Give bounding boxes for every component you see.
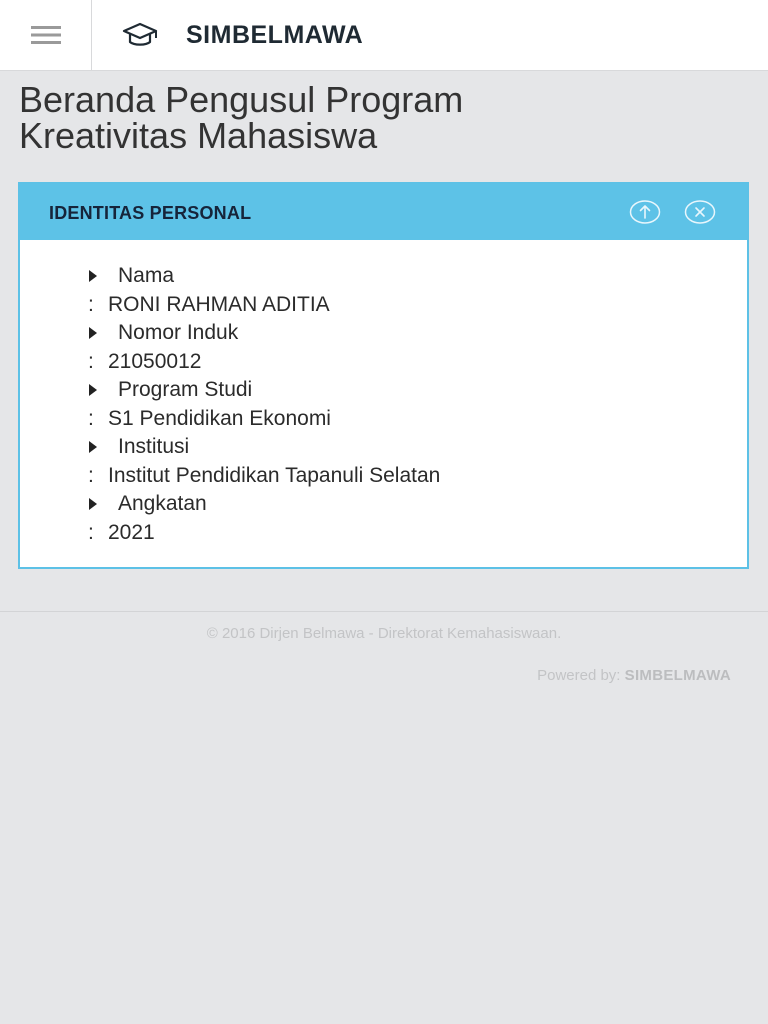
close-button[interactable] <box>684 199 716 225</box>
info-value: Institut Pendidikan Tapanuli Selatan <box>108 463 441 487</box>
page-title-line-1: Beranda Pengusul Program <box>19 79 464 120</box>
info-label: Nama <box>118 264 175 288</box>
hamburger-icon <box>31 25 61 45</box>
info-value-row <box>86 405 726 434</box>
caret-right-icon <box>88 441 98 453</box>
info-label: Program Studi <box>118 378 253 402</box>
footer-powered-by <box>537 667 731 684</box>
info-label: Angkatan <box>118 492 207 516</box>
graduation-cap-icon <box>122 21 158 49</box>
info-item-institusi <box>86 433 726 490</box>
panel-title: IDENTITAS PERSONAL <box>49 203 252 223</box>
caret-right-icon <box>88 498 98 510</box>
powered-by-prefix: Powered by: <box>537 667 621 684</box>
colon-separator: : <box>88 349 94 373</box>
info-item-program-studi <box>86 376 726 433</box>
info-value-row <box>86 291 726 320</box>
brand-name: SIMBELMAWA <box>186 20 364 49</box>
info-label-row <box>86 433 726 462</box>
footer-copyright: © 2016 Dirjen Belmawa - Direktorat Kemahasiswaan. <box>206 625 562 642</box>
info-value-row <box>86 462 726 491</box>
info-value: RONI RAHMAN ADITIA <box>108 292 330 316</box>
page-title <box>19 79 739 156</box>
page-title-line-2: Kreativitas Mahasiswa <box>19 115 378 156</box>
collapse-button[interactable] <box>629 199 661 225</box>
info-label-row <box>86 376 726 405</box>
info-item-nomor-induk <box>86 319 726 376</box>
brand[interactable] <box>122 0 363 70</box>
info-value: 2021 <box>108 520 155 544</box>
caret-right-icon <box>88 384 98 396</box>
info-item-angkatan <box>86 490 726 547</box>
powered-by-link[interactable]: SIMBELMAWA <box>624 667 731 684</box>
arrow-up-circle-icon <box>629 199 661 225</box>
top-navbar <box>0 0 768 71</box>
info-label-row <box>86 490 726 519</box>
footer-divider <box>0 611 768 612</box>
menu-toggle-button[interactable] <box>0 0 92 70</box>
colon-separator: : <box>88 520 94 544</box>
colon-separator: : <box>88 463 94 487</box>
colon-separator: : <box>88 292 94 316</box>
caret-right-icon <box>88 327 98 339</box>
info-label: Nomor Induk <box>118 321 239 345</box>
info-label: Institusi <box>118 435 190 459</box>
identity-list <box>86 262 726 547</box>
info-label-row <box>86 262 726 291</box>
caret-right-icon <box>88 270 98 282</box>
colon-separator: : <box>88 406 94 430</box>
info-value: 21050012 <box>108 349 202 373</box>
info-value-row <box>86 348 726 377</box>
info-label-row <box>86 319 726 348</box>
info-value: S1 Pendidikan Ekonomi <box>108 406 331 430</box>
info-item-nama <box>86 262 726 319</box>
identity-panel <box>18 182 749 569</box>
close-circle-icon <box>684 199 716 225</box>
info-value-row <box>86 519 726 548</box>
panel-header <box>20 184 747 240</box>
